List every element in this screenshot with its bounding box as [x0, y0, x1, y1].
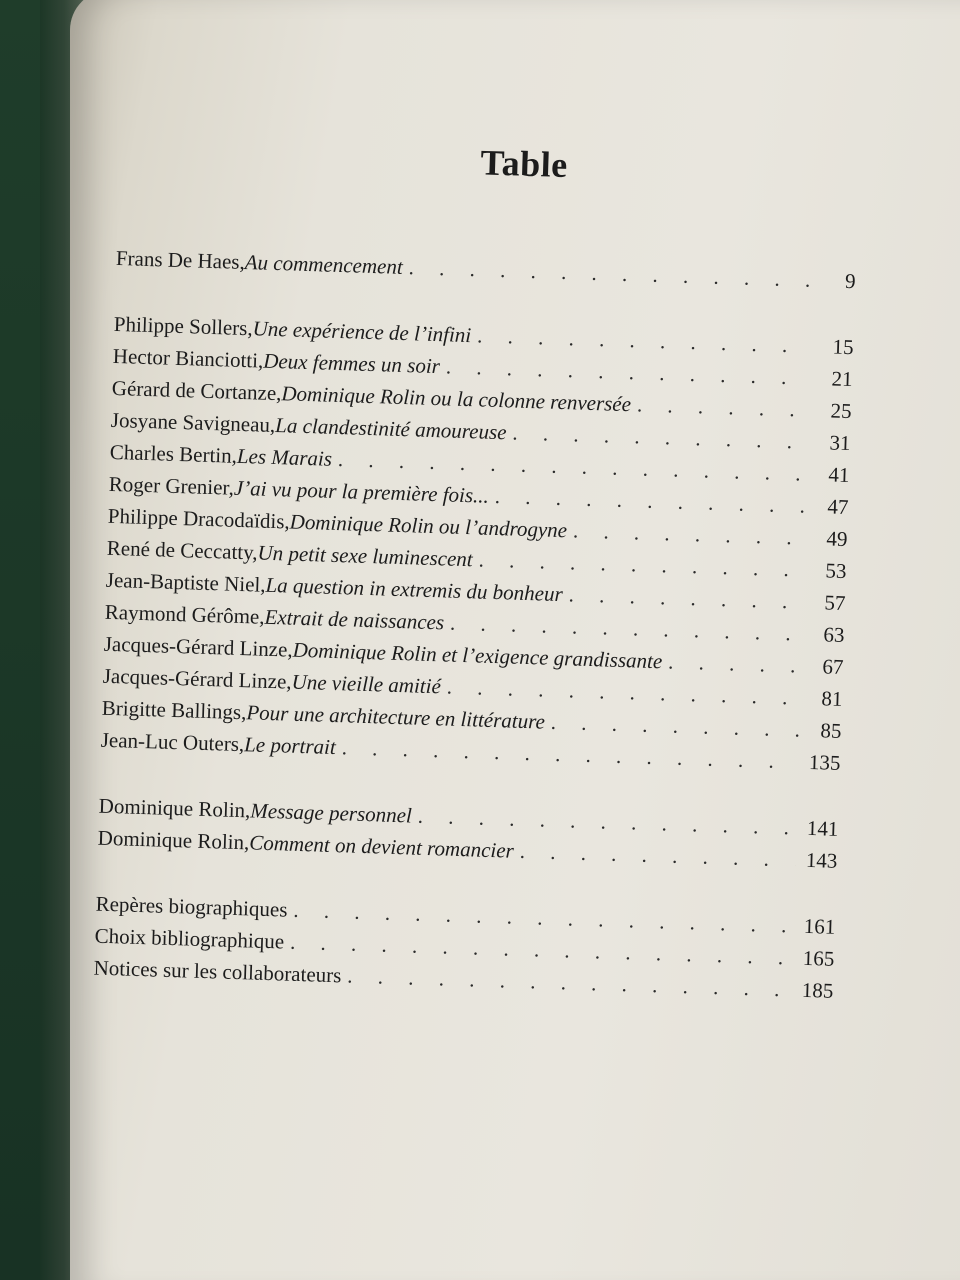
- toc-page-number: 143: [805, 847, 838, 873]
- toc-work-title: Deux femmes un soir: [262, 348, 441, 379]
- toc-entry: [115, 242, 856, 297]
- toc-work-title: La clandestinité amoureuse: [274, 413, 507, 445]
- toc-page-number: 41: [828, 462, 850, 488]
- toc-author: René de Ceccatty,: [106, 535, 259, 565]
- toc-author: Brigitte Ballings,: [101, 695, 247, 725]
- toc-page-number: 9: [844, 268, 856, 294]
- toc-author: Raymond Gérôme,: [104, 599, 265, 629]
- toc-work-title: Pour une architecture en littérature: [246, 700, 546, 734]
- toc-page-number: 47: [827, 494, 849, 520]
- toc-work-title: Dominique Rolin et l’exigence grandissante: [292, 637, 663, 674]
- toc-author: Jean-Baptiste Niel,: [105, 567, 266, 597]
- toc-work-title: Comment on devient romancier: [248, 830, 515, 863]
- toc-group: [100, 308, 854, 779]
- toc-work-title: Extrait de naissances: [264, 604, 445, 635]
- toc-page-number: 81: [821, 686, 843, 711]
- toc-leader-dots: [408, 251, 814, 296]
- toc-work-title: Un petit sexe luminescent: [257, 540, 474, 572]
- toc-author: Hector Bianciotti,: [112, 343, 264, 373]
- toc-author: Notices sur les collaborateurs: [93, 955, 342, 988]
- toc-author: Dominique Rolin,: [98, 793, 251, 823]
- toc-author: Jean-Luc Outers,: [100, 727, 245, 757]
- toc-page-number: 165: [802, 945, 835, 971]
- toc-author: Philippe Sollers,: [113, 311, 254, 341]
- toc-author: Frans De Haes,: [115, 245, 246, 274]
- toc-work-title: Les Marais: [236, 443, 333, 471]
- toc-page-number: 63: [823, 622, 845, 648]
- toc-page-number: 25: [830, 398, 852, 424]
- toc-page-number: 185: [801, 977, 834, 1003]
- toc-author: Dominique Rolin,: [97, 825, 250, 855]
- table-of-contents: [92, 130, 860, 1041]
- toc-page-number: 85: [820, 718, 842, 743]
- toc-work-title: La question in extremis du bonheur: [265, 572, 564, 607]
- toc-author: Jacques-Gérard Linze,: [102, 663, 293, 694]
- toc-group: [115, 242, 856, 297]
- toc-author: Roger Grenier,: [108, 471, 235, 500]
- toc-author: Charles Bertin,: [109, 439, 238, 468]
- toc-author: Philippe Dracodaïdis,: [107, 503, 291, 534]
- toc-page-number: 31: [829, 430, 851, 456]
- toc-leader-dots: [668, 645, 802, 681]
- toc-work-title: Au commencement: [244, 249, 404, 279]
- toc-groups: [93, 242, 856, 1007]
- page-title: Table: [479, 142, 569, 186]
- toc-page-number: 141: [806, 815, 839, 841]
- toc-author: Josyane Savigneau,: [110, 407, 276, 438]
- toc-page-number: 57: [824, 590, 846, 616]
- toc-page-number: 21: [831, 366, 853, 392]
- toc-work-title: Message personnel: [249, 798, 413, 828]
- toc-work-title: J’ai vu pour la première fois...: [233, 475, 490, 508]
- toc-group: [97, 790, 839, 877]
- toc-page-number: 49: [826, 526, 848, 552]
- toc-author: Gérard de Cortanze,: [111, 375, 282, 406]
- toc-page-number: 67: [822, 654, 844, 679]
- toc-work-title: Une vieille amitié: [291, 669, 442, 699]
- toc-author: Jacques-Gérard Linze,: [103, 631, 294, 662]
- toc-author: Repères biographiques: [95, 891, 288, 922]
- toc-leader-dots: [637, 388, 811, 425]
- toc-page-number: 135: [808, 749, 841, 775]
- toc-group: [93, 888, 836, 1007]
- toc-page-number: 15: [832, 334, 854, 360]
- toc-author: Choix bibliographique: [94, 923, 285, 954]
- toc-work-title: Une expérience de l’infini: [252, 316, 472, 348]
- toc-work-title: Le portrait: [243, 732, 337, 760]
- toc-page-number: 53: [825, 558, 847, 584]
- toc-work-title: Dominique Rolin ou la colonne renversée: [281, 381, 632, 417]
- toc-work-title: Dominique Rolin ou l’androgyne: [289, 509, 568, 543]
- toc-page-number: 161: [803, 913, 836, 939]
